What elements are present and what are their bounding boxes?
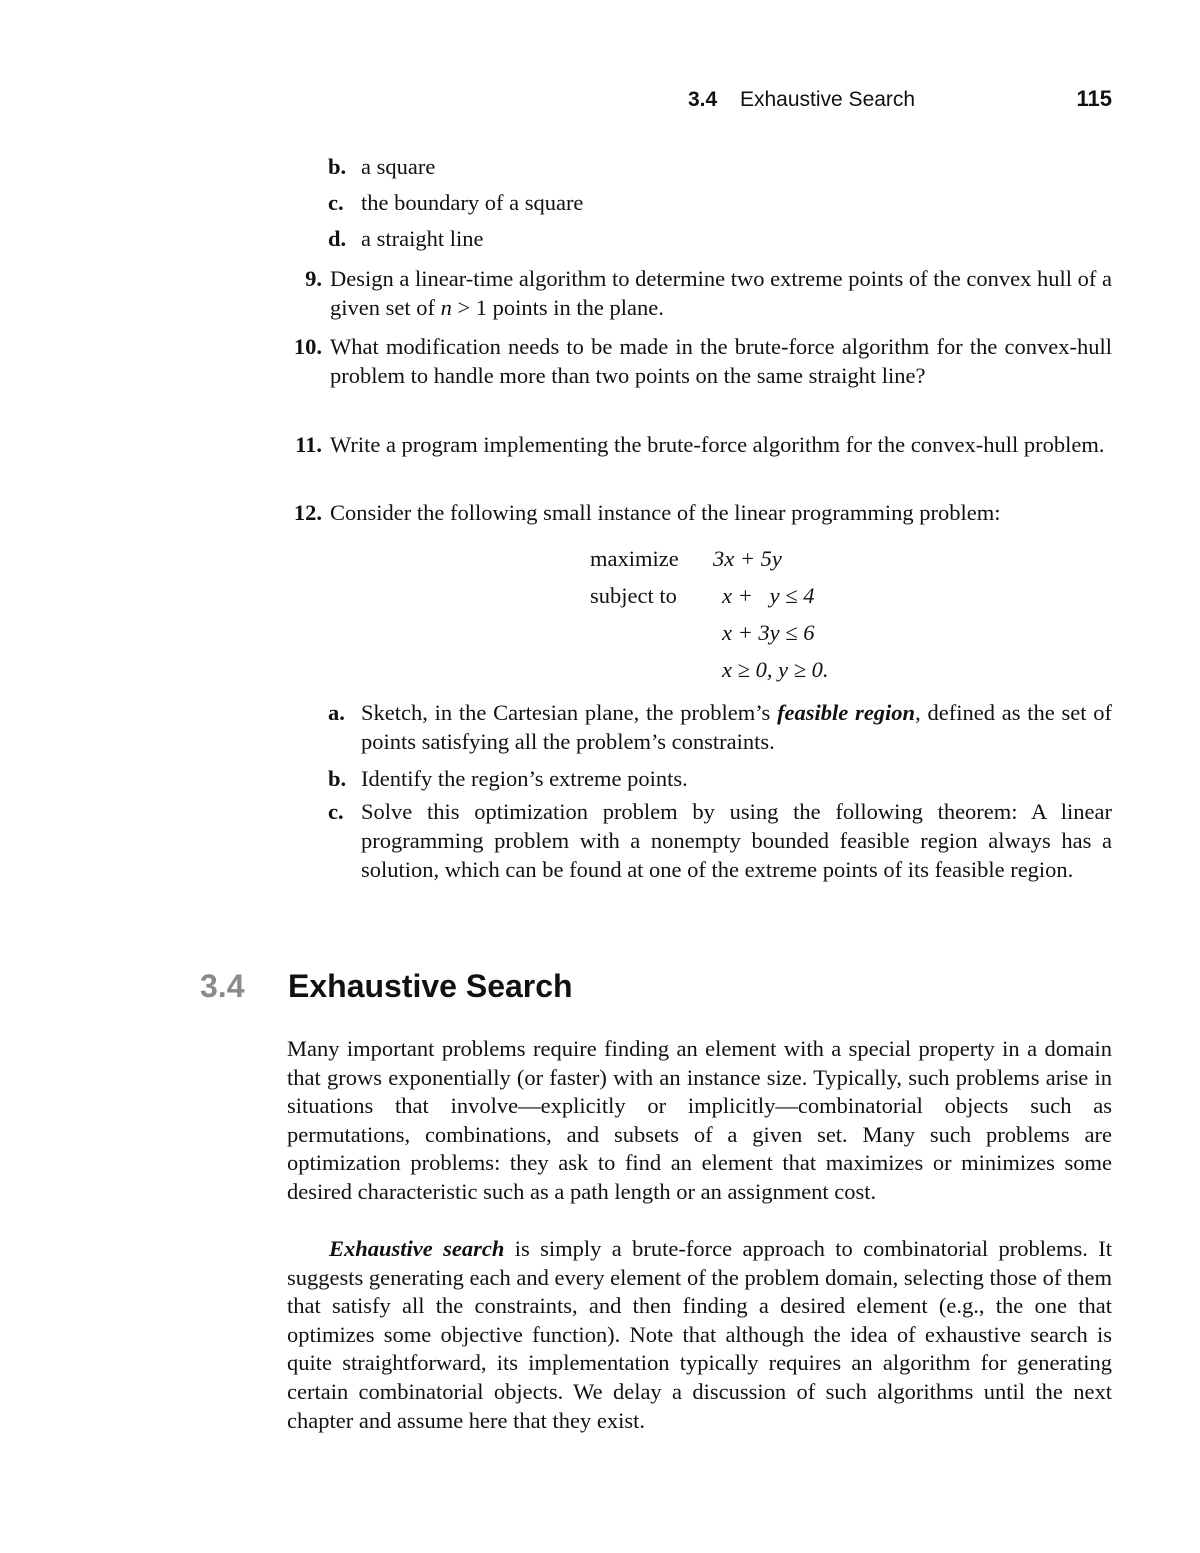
item-label: d.: [328, 226, 347, 251]
running-header: [0, 84, 1200, 118]
exercise-text: What modification needs to be made in the brute-force algorithm for the convex-hull problem to handle more than two points on the same straight line?: [330, 334, 1112, 388]
header-section-number: 3.4: [688, 88, 718, 111]
exercise-number: 9.: [305, 266, 322, 291]
exercise-12b: [328, 764, 1112, 793]
exercise-text: Design a linear-time algorithm to determine two extreme points of the convex hull of a given set of n > 1 points in the plane.: [330, 266, 1112, 320]
page-number: 115: [1076, 86, 1112, 111]
linear-program: [0, 540, 1200, 690]
list-item: [328, 224, 1112, 253]
exercise-number: 12.: [293, 500, 322, 525]
item-text: the boundary of a square: [361, 190, 584, 215]
exercise-9: [305, 264, 1112, 322]
section-number: 3.4: [200, 968, 245, 1004]
exercise-text: Consider the following small instance of the linear programming problem:: [330, 500, 1001, 525]
item-label: b.: [328, 766, 347, 791]
lp-constraint-2: x + 3y ≤ 6: [722, 620, 815, 645]
item-label: c.: [328, 799, 344, 824]
item-text: Identify the region’s extreme points.: [361, 766, 688, 791]
list-item: [328, 152, 1112, 181]
exercise-number: 10.: [293, 334, 322, 359]
lp-subject-to: subject to: [590, 583, 677, 608]
item-text: Solve this optimization problem by using the following theorem: A linear programming problem with a nonempty bounded feasible region always has a solution, which can be found at one of the extreme points of its feasible region.: [361, 799, 1112, 882]
list-item: [328, 188, 1112, 217]
lp-maximize: maximize: [590, 546, 679, 571]
lp-objective: 3x + 5y: [713, 546, 782, 571]
paragraph-1: Many important problems require finding an element with a special property in a domain that grows exponentially (or faster) with an instance size. Typically, such problems arise in situations that involve—explicitly or implicitly—combinatorial objects such as permutations, combinations, and subsets of a given set. Many such problems are optimization problems: they ask to find an element that maximizes or minimizes some desired characteristic such as a path length or an assignment cost.: [287, 1036, 1112, 1204]
exercise-12c: [328, 797, 1112, 884]
item-text: Sketch, in the Cartesian plane, the problem’s feasible region, defined as the set of points satisfying all the problem’s constraints.: [361, 700, 1113, 754]
section-title: Exhaustive Search: [288, 968, 573, 1004]
item-text: a straight line: [361, 226, 484, 251]
exercise-11: [295, 430, 1112, 459]
item-text: a square: [361, 154, 436, 179]
term-exhaustive-search: Exhaustive search: [329, 1236, 505, 1261]
exercise-12a: [328, 698, 1113, 756]
exercise-10: [293, 332, 1112, 390]
item-label: a.: [328, 700, 345, 725]
exercise-12: [293, 498, 1112, 527]
lp-constraint-1: x + y ≤ 4: [722, 583, 815, 608]
item-label: c.: [328, 190, 344, 215]
exercise-text: Write a program implementing the brute-force algorithm for the convex-hull problem.: [330, 432, 1105, 457]
header-section-title: Exhaustive Search: [740, 88, 916, 111]
lp-constraint-3: x ≥ 0, y ≥ 0.: [722, 657, 829, 682]
exercise-number: 11.: [295, 432, 322, 457]
item-label: b.: [328, 154, 347, 179]
paragraph-2: Exhaustive search is simply a brute-force approach to combinatorial problems. It suggests generating each and every element of the problem domain, selecting those of them that satisfy all the constraints, and then finding a desired element (e.g., the one that optimizes some objective function). Note that although the idea of exhaustive search is quite straightforward, its implementation typically requires an algorithm for generating certain combinatorial objects. We delay a discussion of such algorithms until the next chapter and assume here that they exist.: [287, 1236, 1112, 1433]
term-feasible-region: feasible region: [777, 700, 916, 725]
